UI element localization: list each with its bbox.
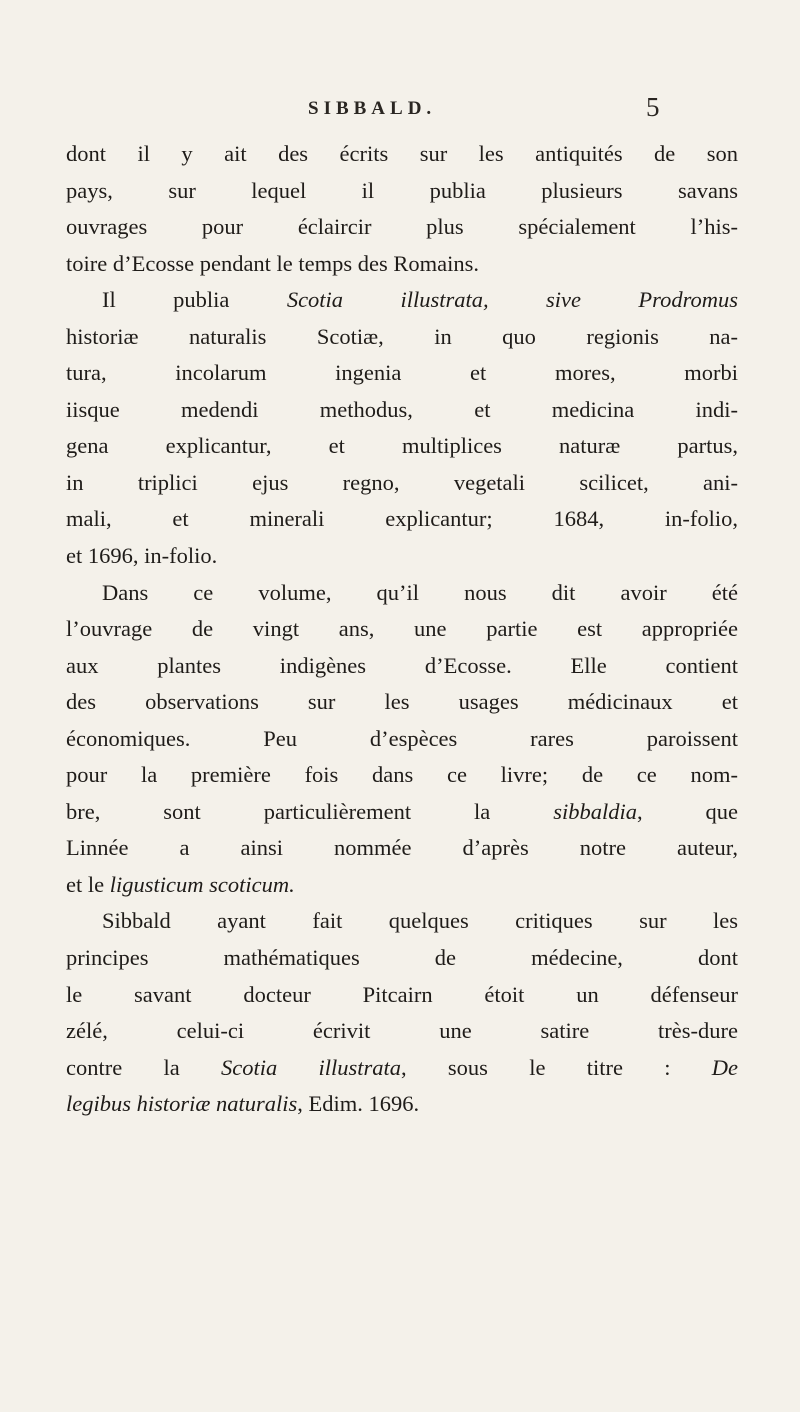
text-line — [66, 355, 738, 392]
text-segment: , sous le titre : — [401, 1054, 712, 1080]
text-line — [66, 173, 738, 210]
italic-text: Scotia illustrata, sive Prodromus — [286, 287, 738, 313]
text-line — [66, 940, 738, 977]
text-segment: in triplici ejus regno, vegetali scilicet, ani- — [66, 469, 738, 495]
text-segment: historiæ naturalis Scotiæ, in quo regionis na- — [66, 323, 738, 349]
text-line — [66, 392, 738, 429]
text-line — [66, 136, 738, 173]
text-segment: , que — [636, 798, 738, 824]
text-line — [66, 209, 738, 246]
text-segment: gena explicantur, et multiplices naturæ partus, — [66, 433, 738, 459]
text-line — [66, 282, 738, 319]
text-segment: tura, incolarum ingenia et mores, morbi — [66, 360, 738, 386]
text-segment: aux plantes indigènes d’Ecosse. Elle contient — [66, 652, 738, 678]
text-line — [66, 867, 738, 904]
text-segment: des observations sur les usages médicinaux et — [66, 689, 738, 715]
text-line — [66, 611, 738, 648]
text-line — [66, 830, 738, 867]
text-segment: dont il y ait des écrits sur les antiquités de son — [66, 141, 738, 166]
text-segment: ouvrages pour éclaircir plus spécialement l’his- — [66, 214, 738, 240]
page-number: 5 — [646, 92, 660, 122]
text-segment: économiques. Peu d’espèces rares paroissent — [66, 725, 738, 751]
italic-text: sibbaldia — [553, 798, 637, 824]
text-line — [66, 501, 738, 538]
text-line — [66, 1050, 738, 1087]
text-line — [66, 757, 738, 794]
text-segment: Dans ce volume, qu’il nous dit avoir été — [102, 579, 738, 605]
text-segment: l’ouvrage de vingt ans, une partie est appropriée — [66, 616, 738, 642]
text-segment: bre, sont particulièrement la — [66, 798, 554, 824]
text-segment: Il publia — [102, 287, 287, 313]
body-text — [66, 136, 738, 1123]
text-line — [66, 428, 738, 465]
italic-text: legibus historiæ naturalis — [66, 1091, 298, 1117]
text-line — [66, 575, 738, 612]
text-line — [66, 794, 738, 831]
text-line — [66, 246, 738, 283]
text-line — [66, 465, 738, 502]
text-segment: zélé, celui-ci écrivit une satire très-dure — [66, 1018, 738, 1044]
text-segment: pour la première fois dans ce livre; de ce nom- — [66, 762, 738, 788]
italic-text: Scotia illustrata — [221, 1054, 402, 1080]
text-segment: le savant docteur Pitcairn étoit un défenseur — [66, 981, 738, 1007]
text-line — [66, 538, 738, 575]
text-line — [66, 721, 738, 758]
text-segment: principes mathématiques de médecine, dont — [66, 945, 738, 971]
text-segment: contre la — [66, 1054, 221, 1080]
text-segment: mali, et minerali explicantur; 1684, in-folio, — [66, 506, 738, 532]
text-line — [66, 648, 738, 685]
text-segment: pays, sur lequel il publia plusieurs savans — [66, 177, 738, 203]
text-segment: et le — [66, 871, 110, 897]
italic-text: ligusticum scoticum. — [109, 871, 295, 897]
running-head — [0, 92, 800, 132]
text-segment: Sibbald ayant fait quelques critiques sur les — [102, 908, 738, 934]
text-segment: Linnée a ainsi nommée d’après notre auteur, — [66, 835, 738, 861]
italic-text: De — [711, 1054, 738, 1080]
text-line — [66, 319, 738, 356]
text-line — [66, 1086, 738, 1123]
text-line — [66, 684, 738, 721]
text-line — [66, 1013, 738, 1050]
text-segment: toire d’Ecosse pendant le temps des Romains. — [66, 250, 480, 276]
running-title: SIBBALD. — [308, 98, 437, 119]
text-segment: iisque medendi methodus, et medicina indi- — [66, 396, 738, 422]
text-segment: et 1696, in-folio. — [66, 543, 218, 569]
text-line — [66, 903, 738, 940]
text-segment: , Edim. 1696. — [297, 1091, 420, 1117]
text-line — [66, 977, 738, 1014]
